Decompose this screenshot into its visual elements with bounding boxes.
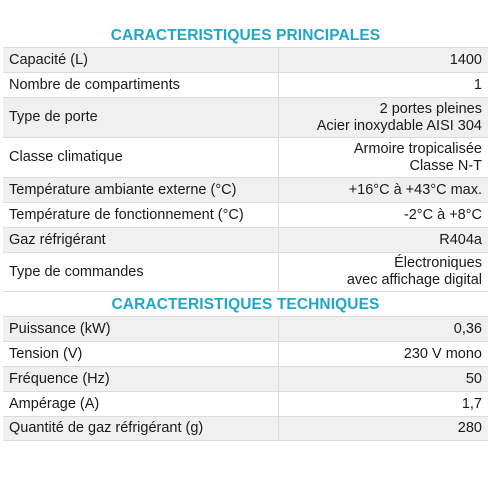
- value-line: R404a: [439, 231, 482, 248]
- table-row: [3, 47, 488, 72]
- section-technical-characteristics: [3, 294, 488, 441]
- row-label: Fréquence (Hz): [3, 367, 279, 391]
- value-line: 50: [465, 370, 482, 387]
- section-title: CARACTERISTIQUES PRINCIPALES: [110, 27, 381, 44]
- value-line: 280: [457, 420, 482, 436]
- row-value: [279, 98, 488, 137]
- table-row: [3, 177, 488, 202]
- row-value: [279, 367, 488, 391]
- row-label: Capacité (L): [3, 48, 279, 72]
- value-line: Armoire tropicalisée: [353, 140, 482, 157]
- row-value: [279, 417, 488, 440]
- row-label: Quantité de gaz réfrigérant (g): [3, 417, 279, 440]
- table-row: [3, 366, 488, 391]
- value-line: 1,7: [461, 395, 482, 412]
- row-label: Nombre de compartiments: [3, 73, 279, 97]
- row-value: [279, 253, 488, 291]
- spec-table: [3, 47, 488, 292]
- row-label: Puissance (kW): [3, 317, 279, 341]
- value-line: 230 V mono: [403, 345, 482, 362]
- row-value: [279, 203, 488, 227]
- value-line: avec affichage digital: [346, 272, 482, 288]
- row-value: [279, 48, 488, 72]
- table-row: [3, 341, 488, 366]
- table-row: [3, 416, 488, 441]
- table-row: [3, 202, 488, 227]
- row-value: [279, 73, 488, 97]
- row-value: [279, 178, 488, 202]
- value-line: Électroniques: [394, 255, 482, 271]
- row-value: [279, 228, 488, 252]
- value-line: 1400: [449, 51, 482, 68]
- row-label: Type de porte: [3, 98, 279, 137]
- row-value: [279, 342, 488, 366]
- section-title: CARACTERISTIQUES TECHNIQUES: [111, 296, 380, 313]
- value-line: Classe N-T: [409, 157, 482, 174]
- row-value: [279, 392, 488, 416]
- table-row: [3, 252, 488, 292]
- row-value: [279, 317, 488, 341]
- value-line: +16°C à +43°C max.: [348, 181, 482, 198]
- table-row: [3, 137, 488, 177]
- table-row: [3, 316, 488, 341]
- row-label: Gaz réfrigérant: [3, 228, 279, 252]
- row-label: Type de commandes: [3, 253, 279, 291]
- table-row: [3, 97, 488, 137]
- row-label: Température de fonctionnement (°C): [3, 203, 279, 227]
- table-row: [3, 72, 488, 97]
- value-line: 1: [473, 76, 482, 93]
- spec-sheet: [3, 25, 488, 441]
- value-line: Acier inoxydable AISI 304: [316, 117, 482, 134]
- row-value: [279, 138, 488, 177]
- table-row: [3, 227, 488, 252]
- table-row: [3, 391, 488, 416]
- spec-table: [3, 316, 488, 441]
- section-main-characteristics: [3, 25, 488, 292]
- row-label: Tension (V): [3, 342, 279, 366]
- row-label: Classe climatique: [3, 138, 279, 177]
- value-line: 0,36: [453, 320, 482, 337]
- value-line: -2°C à +8°C: [403, 206, 482, 223]
- value-line: 2 portes pleines: [379, 100, 482, 117]
- row-label: Température ambiante externe (°C): [3, 178, 279, 202]
- row-label: Ampérage (A): [3, 392, 279, 416]
